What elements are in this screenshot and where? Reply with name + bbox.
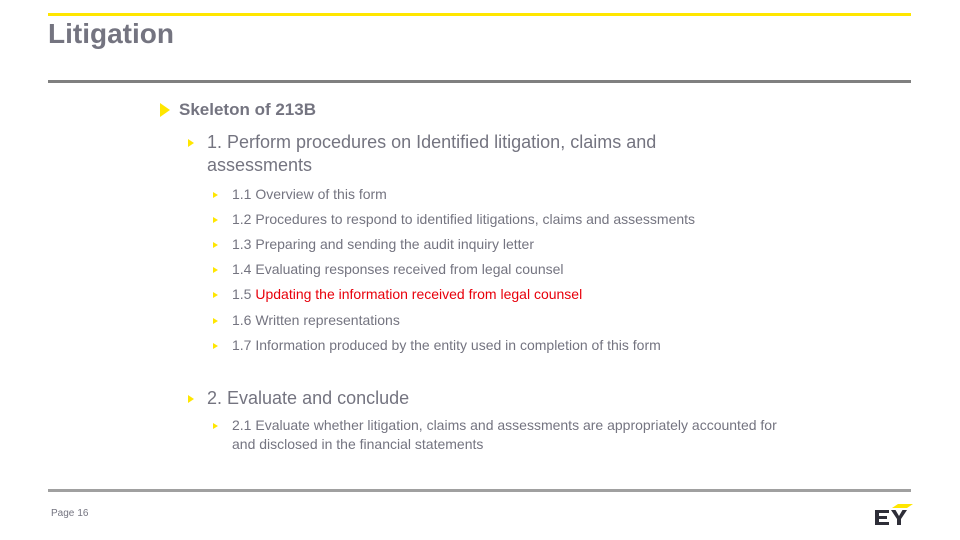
list-item-text: 2.1 Evaluate whether litigation, claims and assessments are appropriately accounted for and disclosed in the financial statements bbox=[232, 417, 777, 452]
section-2 bbox=[188, 387, 748, 410]
list-item-text: 1.7 Information produced by the entity used in completion of this form bbox=[232, 337, 661, 353]
top-accent-rule bbox=[48, 13, 911, 16]
highlighted-text: Updating the information received from legal counsel bbox=[255, 286, 583, 302]
triangle-right-icon bbox=[213, 267, 218, 273]
logo-letter-e-icon bbox=[875, 510, 889, 525]
list-item-text: 1.2 Procedures to respond to identified litigations, claims and assessments bbox=[232, 211, 696, 227]
outline-heading-text: Skeleton of 213B bbox=[179, 100, 316, 119]
section-1 bbox=[188, 131, 748, 177]
triangle-right-icon bbox=[213, 192, 218, 198]
section-1-label: 1. Perform procedures on Identified litigation, claims and assessments bbox=[207, 132, 657, 175]
list-item-number: 1.5 bbox=[232, 286, 252, 302]
list-item-highlighted bbox=[213, 285, 803, 304]
list-item bbox=[213, 210, 803, 229]
footer-divider bbox=[48, 489, 911, 492]
outline-heading bbox=[160, 100, 316, 120]
list-item bbox=[213, 416, 803, 454]
slide-title: Litigation bbox=[48, 18, 174, 49]
list-item-text: 1.6 Written representations bbox=[232, 312, 400, 328]
list-item bbox=[213, 185, 803, 204]
triangle-right-icon bbox=[213, 242, 218, 248]
triangle-right-icon bbox=[213, 318, 218, 324]
page-label: Page bbox=[51, 508, 75, 519]
list-item bbox=[213, 260, 803, 279]
list-item bbox=[213, 311, 803, 330]
list-item-text bbox=[232, 285, 582, 304]
triangle-right-icon bbox=[213, 343, 218, 349]
page-number bbox=[48, 508, 88, 519]
triangle-right-icon bbox=[188, 395, 194, 403]
triangle-right-icon bbox=[213, 292, 218, 298]
logo-letter-y-icon bbox=[891, 510, 907, 525]
triangle-right-icon bbox=[213, 217, 218, 223]
list-item-text: 1.3 Preparing and sending the audit inquiry letter bbox=[232, 236, 534, 252]
triangle-right-icon bbox=[188, 139, 194, 147]
list-item bbox=[213, 336, 803, 355]
title-divider bbox=[48, 80, 911, 83]
list-item-text: 1.1 Overview of this form bbox=[232, 186, 387, 202]
triangle-right-icon bbox=[213, 423, 218, 429]
ey-logo-icon bbox=[873, 504, 913, 526]
list-item bbox=[213, 235, 803, 254]
section-2-label: 2. Evaluate and conclude bbox=[207, 388, 410, 408]
logo-beam-icon bbox=[892, 504, 913, 508]
triangle-right-icon bbox=[160, 103, 170, 117]
list-item-text: 1.4 Evaluating responses received from legal counsel bbox=[232, 261, 564, 277]
page-number-value: 16 bbox=[77, 508, 89, 519]
